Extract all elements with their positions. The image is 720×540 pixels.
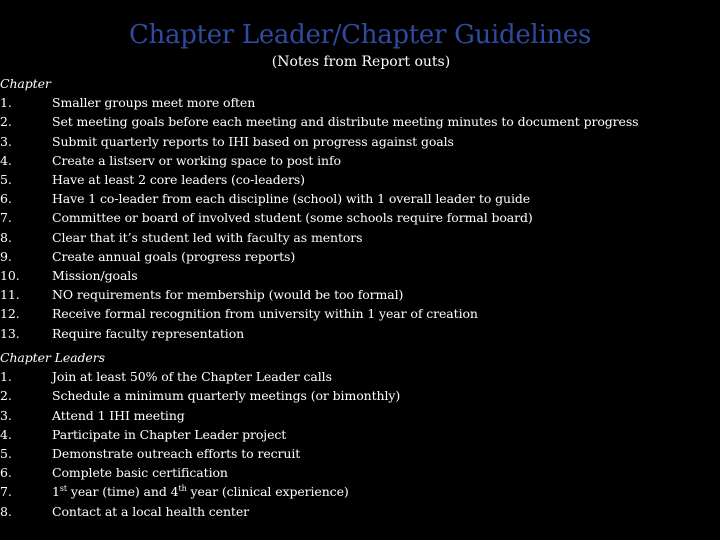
slide-title: Chapter Leader/Chapter Guidelines [128,20,592,50]
item-text: Receive formal recognition from university within 1 year of creation [52,306,478,322]
item-number: 9. [0,248,12,264]
list-item [0,208,720,227]
list-item [0,324,720,343]
list-item [0,386,720,405]
item-number: 12. [0,306,20,322]
item-text-part: year (clinical experience) [186,484,349,500]
list-item [0,93,720,112]
item-number: 1. [0,95,12,111]
list-item [0,425,720,444]
chapter-leaders-heading: Chapter Leaders [0,350,105,365]
item-text: Attend 1 IHI meeting [52,407,185,423]
item-text: Set meeting goals before each meeting and distribute meeting minutes to document progress [52,114,639,130]
list-item [0,151,720,170]
list-item [0,463,720,482]
item-text: Require faculty representation [52,325,245,341]
item-number: 13. [0,325,20,341]
chapter-leaders-list [0,367,720,521]
item-text: Complete basic certification [52,465,228,481]
item-text: Participate in Chapter Leader project [52,426,287,442]
item-number: 6. [0,465,12,481]
item-text: Create a listserv or working space to post info [52,152,341,168]
list-item [0,266,720,285]
list-item [0,170,720,189]
item-number: 11. [0,287,20,303]
item-number: 2. [0,388,12,404]
item-number: 5. [0,446,12,462]
list-item [0,304,720,323]
item-text: Demonstrate outreach efforts to recruit [52,446,301,462]
list-item [0,482,720,501]
ordinal-suffix: st [59,484,67,494]
item-number: 7. [0,210,12,226]
item-number: 3. [0,133,12,149]
item-text: Create annual goals (progress reports) [52,248,296,264]
list-item [0,132,720,151]
item-number: 8. [0,503,12,519]
item-text: Committee or board of involved student (some schools require formal board) [52,210,533,226]
item-number: 5. [0,172,12,188]
item-text-part: year (time) and 4 [66,484,179,500]
item-number: 3. [0,407,12,423]
list-item [0,228,720,247]
item-text: Smaller groups meet more often [52,95,256,111]
list-item [0,406,720,425]
item-number: 10. [0,268,20,284]
item-number: 7. [0,484,12,500]
item-text: Clear that it’s student led with faculty as mentors [52,229,363,245]
item-text: Contact at a local health center [52,503,250,519]
item-number: 8. [0,229,12,245]
list-item [0,189,720,208]
list-item [0,112,720,131]
subtitle-text: (Notes from Report outs) [271,54,451,70]
list-item [0,247,720,266]
chapter-list [0,93,720,343]
item-text: Have 1 co-leader from each discipline (school) with 1 overall leader to guide [52,191,531,207]
item-text: Schedule a minimum quarterly meetings (or bimonthly) [52,388,401,404]
chapter-heading: Chapter [0,76,51,91]
ordinal-suffix: th [178,484,187,494]
chapter-leaders-section [0,348,720,521]
item-text: Submit quarterly reports to IHI based on progress against goals [52,133,454,149]
item-number: 4. [0,152,12,168]
list-item [0,367,720,386]
slide-subtitle [0,54,720,70]
item-text [52,482,349,501]
item-number: 4. [0,426,12,442]
list-item [0,285,720,304]
item-text: NO requirements for membership (would be too formal) [52,287,404,303]
chapter-section [0,74,720,343]
item-number: 2. [0,114,12,130]
item-number: 6. [0,191,12,207]
item-text: Join at least 50% of the Chapter Leader calls [52,369,332,385]
item-number: 1. [0,369,12,385]
item-text: Have at least 2 core leaders (co-leaders) [52,172,305,188]
list-item [0,502,720,521]
item-text: Mission/goals [52,268,138,284]
ordinal-number: 1 [52,484,60,500]
list-item [0,444,720,463]
